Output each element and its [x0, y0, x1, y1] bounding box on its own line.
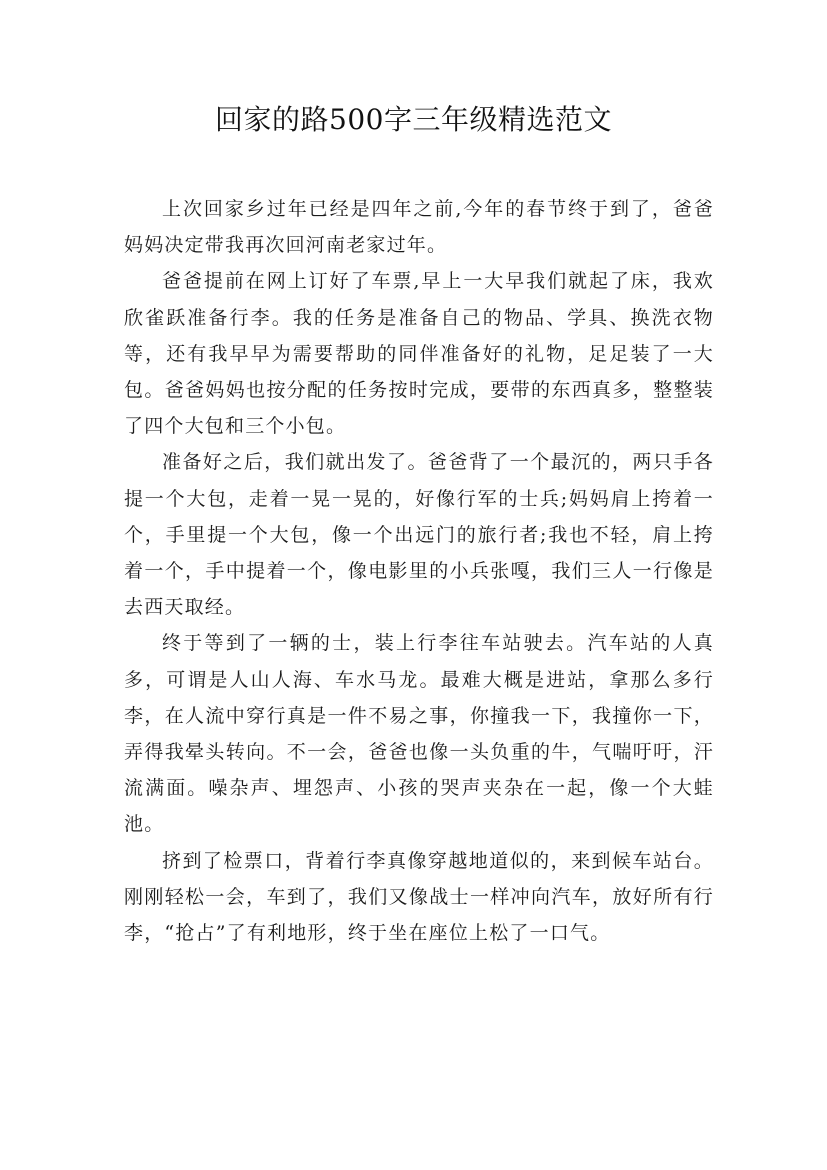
page-title: 回家的路500字三年级精选范文	[215, 103, 612, 136]
paragraph-2: 爸爸提前在网上订好了车票,早上一大早我们就起了床，我欢欣雀跃准备行李。我的任务是准备自己的物品、学具、换洗衣物等，还有我早早为需要帮助的同伴准备好的礼物，足足装了一大包。爸爸妈妈也按分配的任务按时完成，要带的东西真多，整整装了四个大包和三个小包。	[124, 270, 714, 438]
paragraph-5: 挤到了检票口，背着行李真像穿越地道似的，来到候车站台。刚刚轻松一会，车到了，我们又像战士一样冲向汽车，放好所有行李，“抢占”了有利地形，终于坐在座位上松了一口气。	[124, 849, 714, 945]
paragraph-3: 准备好之后，我们就出发了。爸爸背了一个最沉的，两只手各提一个大包，走着一晃一晃的，好像行军的士兵;妈妈肩上挎着一个，手里提一个大包，像一个出远门的旅行者;我也不轻，肩上挎着一个，手中提着一个，像电影里的小兵张嘎，我们三人一行像是去西天取经。	[124, 451, 714, 619]
article-body	[124, 191, 714, 951]
paragraph-1: 上次回家乡过年已经是四年之前,今年的春节终于到了，爸爸妈妈决定带我再次回河南老家过年。	[124, 198, 714, 257]
paragraph-4: 终于等到了一辆的士，装上行李往车站驶去。汽车站的人真多，可谓是人山人海、车水马龙。最难大概是进站，拿那么多行李，在人流中穿行真是一件不易之事，你撞我一下，我撞你一下，弄得我晕头转向。不一会，爸爸也像一头负重的牛，气喘吁吁，汗流满面。噪杂声、埋怨声、小孩的哭声夹杂在一起，像一个大蛙池。	[124, 632, 714, 836]
